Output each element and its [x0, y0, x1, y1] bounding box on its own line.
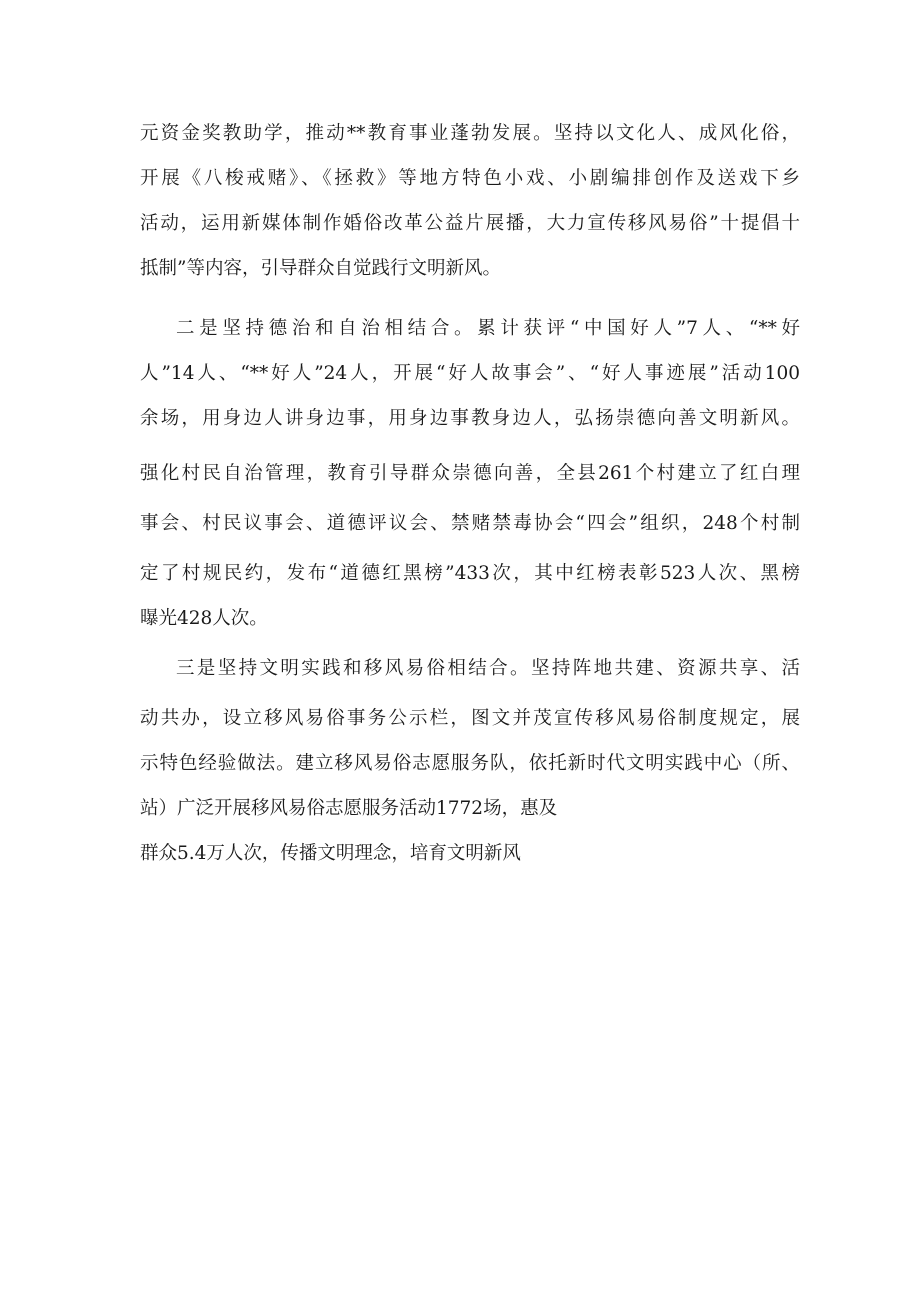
text-line: 抵制”等内容，引导群众自觉践行文明新风。: [140, 258, 501, 279]
text-line: 动共办，设立移风易俗事务公示栏，图文并茂宣传移风易俗制度规定，展: [140, 708, 800, 729]
text-line: 人”14人、“**好人”24人，开展“好人故事会”、“好人事迹展”活动100: [140, 363, 800, 384]
text-line: 活动，运用新媒体制作婚俗改革公益片展播，大力宣传移风易俗”十提倡十: [140, 213, 800, 234]
text-line: 强化村民自治管理，教育引导群众崇德向善，全县261个村建立了红白理: [140, 463, 800, 484]
text-line: 三是坚持文明实践和移风易俗相结合。坚持阵地共建、资源共享、活: [176, 658, 800, 679]
text-line: 曝光428人次。: [140, 608, 268, 629]
text-line: 定了村规民约，发布“道德红黑榜”433次，其中红榜表彰523人次、黑榜: [140, 563, 800, 584]
text-line: 二是坚持德治和自治相结合。累计获评“中国好人”7人、“**好: [176, 318, 800, 339]
text-line: 开展《八梭戒赌》、《拯救》等地方特色小戏、小剧编排创作及送戏下乡: [140, 168, 800, 189]
text-line: 示特色经验做法。建立移风易俗志愿服务队，依托新时代文明实践中心（所、: [140, 753, 800, 774]
text-line: 群众5.4万人次，传播文明理念，培育文明新风: [140, 843, 521, 864]
text-line: 事会、村民议事会、道德评议会、禁赌禁毒协会“四会”组织，248个村制: [140, 513, 800, 534]
text-line: 站）广泛开展移风易俗志愿服务活动1772场，惠及: [140, 798, 558, 819]
text-line: 余场，用身边人讲身边事，用身边事教身边人，弘扬崇德向善文明新风。: [140, 408, 800, 429]
text-line: 元资金奖教助学，推动**教育事业蓬勃发展。坚持以文化人、成风化俗，: [140, 123, 800, 144]
